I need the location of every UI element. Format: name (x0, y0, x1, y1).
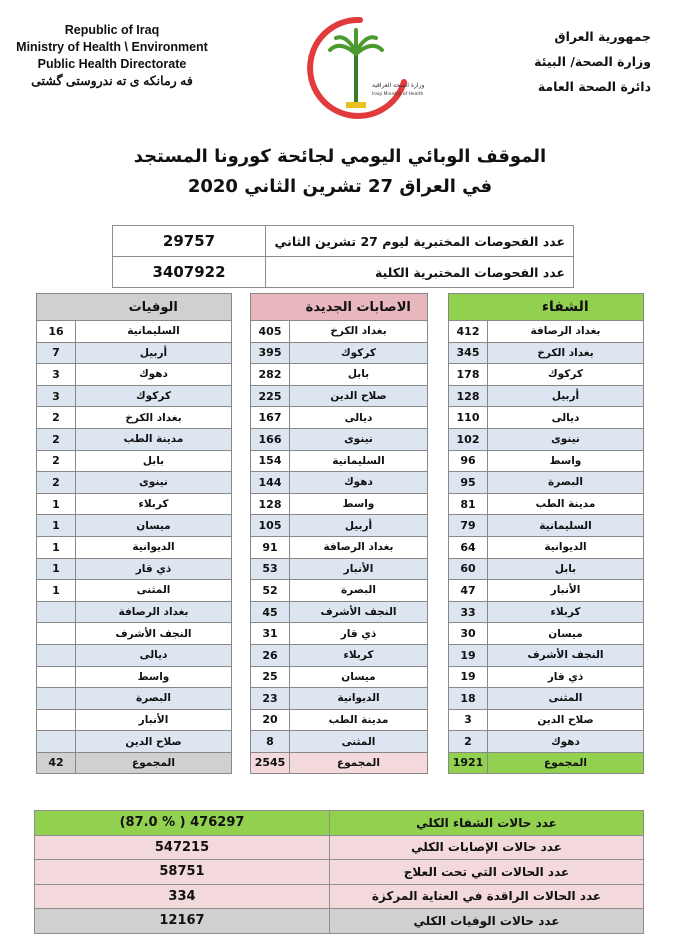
deaths-row (37, 472, 232, 494)
tests-total-label: عدد الفحوصات المختبرية الكلية (266, 257, 574, 288)
deaths-province: واسط (76, 666, 232, 688)
recovered-row (449, 472, 644, 494)
cases-province: الأنبار (290, 558, 428, 580)
cases-count: 52 (251, 580, 290, 602)
cases-count: 20 (251, 709, 290, 731)
cases-row (251, 536, 428, 558)
deaths-row (37, 558, 232, 580)
recovered-count: 64 (449, 536, 488, 558)
recovered-count: 60 (449, 558, 488, 580)
summary-value: 12167 (35, 909, 330, 934)
recovered-count: 2 (449, 731, 488, 753)
deaths-count (37, 666, 76, 688)
deaths-count: 7 (37, 342, 76, 364)
recovered-row (449, 601, 644, 623)
cases-header-row (251, 294, 428, 321)
recovered-header: الشفاء (488, 294, 644, 321)
cases-count: 105 (251, 515, 290, 537)
deaths-count: 1 (37, 580, 76, 602)
cases-row (251, 472, 428, 494)
recovered-province: صلاح الدين (488, 709, 644, 731)
deaths-row (37, 407, 232, 429)
header-arabic (511, 24, 651, 99)
recovered-count: 3 (449, 709, 488, 731)
recovered-count: 412 (449, 321, 488, 343)
recovered-total: 1921 (449, 752, 488, 773)
recovered-count: 102 (449, 428, 488, 450)
cases-province: كربلاء (290, 644, 428, 666)
title-line-1: الموقف الوبائي اليومي لجائحة كورونا المستجد (133, 146, 547, 167)
deaths-province: نينوى (76, 472, 232, 494)
cases-province: البصرة (290, 580, 428, 602)
deaths-row (37, 450, 232, 472)
header-ar-line: دائرة الصحة العامة (537, 79, 651, 94)
summary-value: 58751 (35, 860, 330, 885)
recovered-province: ميسان (488, 623, 644, 645)
cases-count: 166 (251, 428, 290, 450)
recovered-province: ذي قار (488, 666, 644, 688)
deaths-count: 2 (37, 407, 76, 429)
summary-row (35, 909, 644, 934)
cases-count: 53 (251, 558, 290, 580)
recovered-row (449, 321, 644, 343)
recovered-table (448, 293, 644, 774)
summary-row (35, 860, 644, 885)
cases-row (251, 364, 428, 386)
deaths-row (37, 666, 232, 688)
deaths-row (37, 515, 232, 537)
recovered-row (449, 688, 644, 710)
recovered-row (449, 515, 644, 537)
recovered-row (449, 450, 644, 472)
header-en-line: Public Health Directorate (37, 57, 187, 71)
recovered-count: 128 (449, 385, 488, 407)
cases-province: ديالى (290, 407, 428, 429)
recovered-row (449, 731, 644, 753)
header-ar-line: وزارة الصحة/ البيئة (534, 54, 651, 69)
deaths-count: 3 (37, 385, 76, 407)
summary-label: عدد الحالات الراقدة في العناية المركزة (330, 884, 644, 909)
title-line-2: في العراق 27 تشرين الثاني 2020 (187, 176, 493, 197)
deaths-count (37, 623, 76, 645)
cases-count: 23 (251, 688, 290, 710)
deaths-province: النجف الأشرف (76, 623, 232, 645)
deaths-province: ديالى (76, 644, 232, 666)
cases-count: 91 (251, 536, 290, 558)
deaths-count: 3 (37, 364, 76, 386)
recovered-count: 178 (449, 364, 488, 386)
cases-province: مدينة الطب (290, 709, 428, 731)
cases-header: الاصابات الجديدة (290, 294, 428, 321)
cases-row (251, 644, 428, 666)
deaths-row (37, 688, 232, 710)
tests-daily-row (113, 226, 574, 257)
deaths-total-row (37, 752, 232, 773)
cases-count: 225 (251, 385, 290, 407)
cases-count: 154 (251, 450, 290, 472)
deaths-row (37, 321, 232, 343)
recovered-province: ديالى (488, 407, 644, 429)
deaths-row (37, 580, 232, 602)
deaths-total-label: المجموع (76, 752, 232, 773)
recovered-province: نينوى (488, 428, 644, 450)
cases-province: ميسان (290, 666, 428, 688)
deaths-row (37, 601, 232, 623)
recovered-row (449, 644, 644, 666)
recovered-header-row (449, 294, 644, 321)
cases-row (251, 731, 428, 753)
recovered-count: 30 (449, 623, 488, 645)
cases-province: بغداد الرصافة (290, 536, 428, 558)
recovered-province: بابل (488, 558, 644, 580)
tests-total-value: 3407922 (113, 257, 266, 288)
recovered-row (449, 666, 644, 688)
deaths-province: بابل (76, 450, 232, 472)
recovered-province: كربلاء (488, 601, 644, 623)
tests-daily-label: عدد الفحوصات المختبرية ليوم 27 تشرين الثاني (266, 226, 574, 257)
recovered-province: البصرة (488, 472, 644, 494)
deaths-province: ذي قار (76, 558, 232, 580)
cases-province: السليمانية (290, 450, 428, 472)
summary-row (35, 811, 644, 836)
cases-province: المثنى (290, 731, 428, 753)
cases-row (251, 450, 428, 472)
cases-province: أربيل (290, 515, 428, 537)
recovered-row (449, 428, 644, 450)
cases-province: بغداد الكرخ (290, 321, 428, 343)
recovered-province: مدينة الطب (488, 493, 644, 515)
deaths-province: دهوك (76, 364, 232, 386)
recovered-count: 81 (449, 493, 488, 515)
cases-count: 395 (251, 342, 290, 364)
deaths-province: السليمانية (76, 321, 232, 343)
deaths-total: 42 (37, 752, 76, 773)
deaths-count: 1 (37, 493, 76, 515)
deaths-province: كركوك (76, 385, 232, 407)
deaths-row (37, 731, 232, 753)
header-en-line: Ministry of Health \ Environment (16, 40, 208, 54)
deaths-count: 1 (37, 515, 76, 537)
deaths-province: البصرة (76, 688, 232, 710)
cases-province: النجف الأشرف (290, 601, 428, 623)
cases-province: واسط (290, 493, 428, 515)
recovered-row (449, 580, 644, 602)
recovered-count: 96 (449, 450, 488, 472)
recovered-row (449, 558, 644, 580)
deaths-province: الديوانية (76, 536, 232, 558)
cases-row (251, 688, 428, 710)
deaths-row (37, 385, 232, 407)
recovered-province: دهوك (488, 731, 644, 753)
deaths-count (37, 644, 76, 666)
cases-row (251, 493, 428, 515)
cases-count: 282 (251, 364, 290, 386)
deaths-row (37, 342, 232, 364)
new-cases-table (250, 293, 428, 774)
recovered-total-row (449, 752, 644, 773)
deaths-count: 2 (37, 472, 76, 494)
recovered-province: واسط (488, 450, 644, 472)
cases-total: 2545 (251, 752, 290, 773)
cases-province: كركوك (290, 342, 428, 364)
deaths-row (37, 709, 232, 731)
summary-label: عدد حالات الشفاء الكلي (330, 811, 644, 836)
recovered-province: النجف الأشرف (488, 644, 644, 666)
recovered-count: 18 (449, 688, 488, 710)
recovered-row (449, 385, 644, 407)
header-en-line: فه رمانكه ى ته ندروستى گشتى (31, 74, 193, 88)
cases-row (251, 558, 428, 580)
cases-count: 405 (251, 321, 290, 343)
deaths-count: 1 (37, 558, 76, 580)
cases-row (251, 407, 428, 429)
deaths-count: 16 (37, 321, 76, 343)
deaths-row (37, 364, 232, 386)
summary-value: 334 (35, 884, 330, 909)
recovered-count: 19 (449, 666, 488, 688)
cases-row (251, 580, 428, 602)
recovered-row (449, 709, 644, 731)
recovered-row (449, 493, 644, 515)
summary-row (35, 884, 644, 909)
deaths-count (37, 709, 76, 731)
deaths-province: صلاح الدين (76, 731, 232, 753)
deaths-count: 2 (37, 428, 76, 450)
recovered-province: بغداد الكرخ (488, 342, 644, 364)
deaths-row (37, 428, 232, 450)
recovered-count: 79 (449, 515, 488, 537)
cases-row (251, 428, 428, 450)
cases-row (251, 623, 428, 645)
deaths-row (37, 493, 232, 515)
cases-row (251, 709, 428, 731)
recovered-total-label: المجموع (488, 752, 644, 773)
deaths-header-row (37, 294, 232, 321)
recovered-count: 110 (449, 407, 488, 429)
deaths-count (37, 601, 76, 623)
cases-count: 8 (251, 731, 290, 753)
cases-province: نينوى (290, 428, 428, 450)
deaths-province: الأنبار (76, 709, 232, 731)
cases-count: 128 (251, 493, 290, 515)
recovered-row (449, 342, 644, 364)
cases-province: بابل (290, 364, 428, 386)
recovered-count: 19 (449, 644, 488, 666)
recovered-province: بغداد الرصافة (488, 321, 644, 343)
deaths-table (36, 293, 232, 774)
cases-row (251, 321, 428, 343)
deaths-count (37, 731, 76, 753)
deaths-province: مدينة الطب (76, 428, 232, 450)
deaths-header: الوفيات (76, 294, 232, 321)
page-title (130, 142, 550, 202)
logo-subtext: Iraqi Ministry of Health (372, 92, 424, 97)
deaths-province: كربلاء (76, 493, 232, 515)
recovered-province: السليمانية (488, 515, 644, 537)
cases-count: 31 (251, 623, 290, 645)
tests-table (112, 225, 574, 288)
deaths-count: 1 (37, 536, 76, 558)
summary-table (34, 810, 644, 934)
recovered-province: المثنى (488, 688, 644, 710)
cases-count: 167 (251, 407, 290, 429)
recovered-count: 345 (449, 342, 488, 364)
cases-total-row (251, 752, 428, 773)
recovered-province: كركوك (488, 364, 644, 386)
cases-total-label: المجموع (290, 752, 428, 773)
recovered-row (449, 407, 644, 429)
summary-label: عدد حالات الوفيات الكلي (330, 909, 644, 934)
deaths-row (37, 644, 232, 666)
recovered-count: 33 (449, 601, 488, 623)
cases-province: الديوانية (290, 688, 428, 710)
cases-province: دهوك (290, 472, 428, 494)
recovered-count: 47 (449, 580, 488, 602)
summary-value: (87.0 % ) 476297 (35, 811, 330, 836)
recovered-row (449, 623, 644, 645)
cases-row (251, 342, 428, 364)
deaths-province: المثنى (76, 580, 232, 602)
tests-daily-value: 29757 (113, 226, 266, 257)
deaths-province: بغداد الرصافة (76, 601, 232, 623)
cases-count: 26 (251, 644, 290, 666)
summary-label: عدد الحالات التي تحت العلاج (330, 860, 644, 885)
deaths-province: أربيل (76, 342, 232, 364)
recovered-province: الديوانية (488, 536, 644, 558)
cases-row (251, 666, 428, 688)
deaths-row (37, 623, 232, 645)
cases-count: 45 (251, 601, 290, 623)
deaths-count (37, 688, 76, 710)
ministry-logo (300, 12, 425, 122)
deaths-province: بغداد الكرخ (76, 407, 232, 429)
recovered-row (449, 536, 644, 558)
deaths-row (37, 536, 232, 558)
recovered-province: الأنبار (488, 580, 644, 602)
cases-province: صلاح الدين (290, 385, 428, 407)
cases-row (251, 515, 428, 537)
deaths-province: ميسان (76, 515, 232, 537)
recovered-row (449, 364, 644, 386)
header-ar-line: جمهورية العراق (554, 29, 651, 44)
recovered-count: 95 (449, 472, 488, 494)
header-english (6, 22, 218, 90)
summary-label: عدد حالات الإصابات الكلي (330, 835, 644, 860)
deaths-count: 2 (37, 450, 76, 472)
recovered-province: أربيل (488, 385, 644, 407)
logo-text: وزارة الصحة العراقية (372, 82, 425, 89)
cases-row (251, 601, 428, 623)
cases-count: 144 (251, 472, 290, 494)
cases-count: 25 (251, 666, 290, 688)
tests-total-row (113, 257, 574, 288)
cases-province: ذي قار (290, 623, 428, 645)
cases-row (251, 385, 428, 407)
summary-row (35, 835, 644, 860)
header-en-line: Republic of Iraq (64, 23, 160, 37)
summary-value: 547215 (35, 835, 330, 860)
